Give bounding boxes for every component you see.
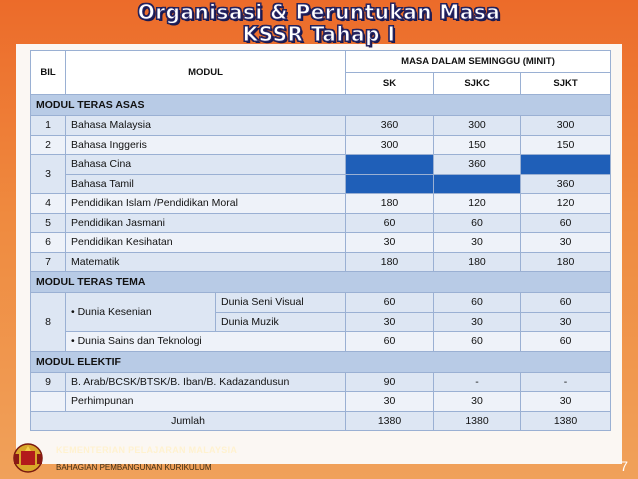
table-row xyxy=(31,213,611,233)
header-masa: MASA DALAM SEMINGGU (MINIT) xyxy=(346,51,611,73)
cell-modul: Bahasa Malaysia xyxy=(66,116,346,136)
table-row xyxy=(31,116,611,136)
cell-sk: 60 xyxy=(346,332,434,352)
cell-modul: B. Arab/BCSK/BTSK/B. Iban/B. Kadazandusun xyxy=(66,372,346,392)
cell-sjkt: 180 xyxy=(521,252,611,272)
cell-total-sjkc: 1380 xyxy=(434,411,521,431)
cell-bil: 4 xyxy=(31,194,66,214)
cell-sjkc: - xyxy=(434,372,521,392)
table-row xyxy=(31,293,611,313)
cell-bil: 9 xyxy=(31,372,66,392)
cell-sjkc: 60 xyxy=(434,213,521,233)
cell-muzik: Dunia Muzik xyxy=(216,312,346,332)
cell-bil: 7 xyxy=(31,252,66,272)
header-modul: MODUL xyxy=(66,51,346,95)
cell-sk: 90 xyxy=(346,372,434,392)
cell-modul: Bahasa Inggeris xyxy=(66,135,346,155)
cell-sjkc: 60 xyxy=(434,293,521,313)
cell-sjkt-blocked xyxy=(521,155,611,175)
cell-sjkc: 360 xyxy=(434,155,521,175)
header-bil: BIL xyxy=(31,51,66,95)
cell-bil: 8 xyxy=(31,293,66,352)
cell-kesenian: • Dunia Kesenian xyxy=(66,293,216,332)
cell-sk: 360 xyxy=(346,116,434,136)
section-row-teras-asas xyxy=(31,95,611,116)
header-sk: SK xyxy=(346,73,434,95)
cell-sjkc: 120 xyxy=(434,194,521,214)
cell-sk-blocked xyxy=(346,174,434,194)
cell-perhimpunan: Perhimpunan xyxy=(66,392,346,412)
time-allocation-table xyxy=(30,50,611,431)
cell-sjkc: 300 xyxy=(434,116,521,136)
cell-modul: Pendidikan Kesihatan xyxy=(66,233,346,253)
footer-department-name: BAHAGIAN PEMBANGUNAN KURIKULUM xyxy=(56,463,212,472)
table-row xyxy=(31,155,611,175)
ministry-crest-icon xyxy=(6,440,50,476)
cell-sjkt: 30 xyxy=(521,233,611,253)
table-header-row xyxy=(31,51,611,73)
table-row xyxy=(31,252,611,272)
cell-sk: 60 xyxy=(346,293,434,313)
cell-total-sk: 1380 xyxy=(346,411,434,431)
cell-sk: 180 xyxy=(346,252,434,272)
cell-sjkt: 30 xyxy=(521,392,611,412)
cell-sjkc: 180 xyxy=(434,252,521,272)
table-row xyxy=(31,135,611,155)
footer-ministry-name: KEMENTERIAN PELAJARAN MALAYSIA xyxy=(56,445,238,455)
table-row xyxy=(31,194,611,214)
table-row-total xyxy=(31,411,611,431)
table-row xyxy=(31,332,611,352)
cell-bil: 6 xyxy=(31,233,66,253)
cell-seni-visual: Dunia Seni Visual xyxy=(216,293,346,313)
cell-sjkc: 30 xyxy=(434,312,521,332)
table-row xyxy=(31,372,611,392)
cell-sjkc: 150 xyxy=(434,135,521,155)
cell-sk: 180 xyxy=(346,194,434,214)
cell-sjkc: 30 xyxy=(434,392,521,412)
cell-sjkt: 150 xyxy=(521,135,611,155)
cell-modul: Matematik xyxy=(66,252,346,272)
section-row-elektif xyxy=(31,351,611,372)
cell-bil: 3 xyxy=(31,155,66,194)
section-row-teras-tema xyxy=(31,272,611,293)
cell-sjkc: 30 xyxy=(434,233,521,253)
cell-sk: 300 xyxy=(346,135,434,155)
cell-sk: 30 xyxy=(346,392,434,412)
cell-sjkc: 60 xyxy=(434,332,521,352)
header-sjkc: SJKC xyxy=(434,73,521,95)
section-teras-tema: MODUL TERAS TEMA xyxy=(31,272,611,293)
cell-sjkt: 60 xyxy=(521,332,611,352)
cell-sk-blocked xyxy=(346,155,434,175)
table-row xyxy=(31,174,611,194)
cell-modul: Pendidikan Jasmani xyxy=(66,213,346,233)
cell-sjkt: 60 xyxy=(521,293,611,313)
cell-sjkt: 360 xyxy=(521,174,611,194)
slide-title-line1: Organisasi & Peruntukan Masa xyxy=(137,0,501,24)
cell-sk: 30 xyxy=(346,233,434,253)
cell-modul: Bahasa Cina xyxy=(66,155,346,175)
cell-bil: 5 xyxy=(31,213,66,233)
cell-jumlah: Jumlah xyxy=(31,411,346,431)
cell-bil: 2 xyxy=(31,135,66,155)
header-sjkt: SJKT xyxy=(521,73,611,95)
cell-sk: 60 xyxy=(346,213,434,233)
section-teras-asas: MODUL TERAS ASAS xyxy=(31,95,611,116)
cell-total-sjkt: 1380 xyxy=(521,411,611,431)
cell-modul: Bahasa Tamil xyxy=(66,174,346,194)
table-row xyxy=(31,392,611,412)
cell-sjkc-blocked xyxy=(434,174,521,194)
cell-sains-teknologi: • Dunia Sains dan Teknologi xyxy=(66,332,346,352)
slide-title-line2: KSSR Tahap I xyxy=(242,22,396,46)
cell-sk: 30 xyxy=(346,312,434,332)
cell-bil: 1 xyxy=(31,116,66,136)
section-elektif: MODUL ELEKTIF xyxy=(31,351,611,372)
table-row xyxy=(31,233,611,253)
page-number: 7 xyxy=(620,458,628,474)
cell-sjkt: 300 xyxy=(521,116,611,136)
cell-sjkt: 30 xyxy=(521,312,611,332)
cell-sjkt: 120 xyxy=(521,194,611,214)
cell-sjkt: 60 xyxy=(521,213,611,233)
cell-modul: Pendidikan Islam /Pendidikan Moral xyxy=(66,194,346,214)
cell-bil-empty xyxy=(31,392,66,412)
cell-sjkt: - xyxy=(521,372,611,392)
